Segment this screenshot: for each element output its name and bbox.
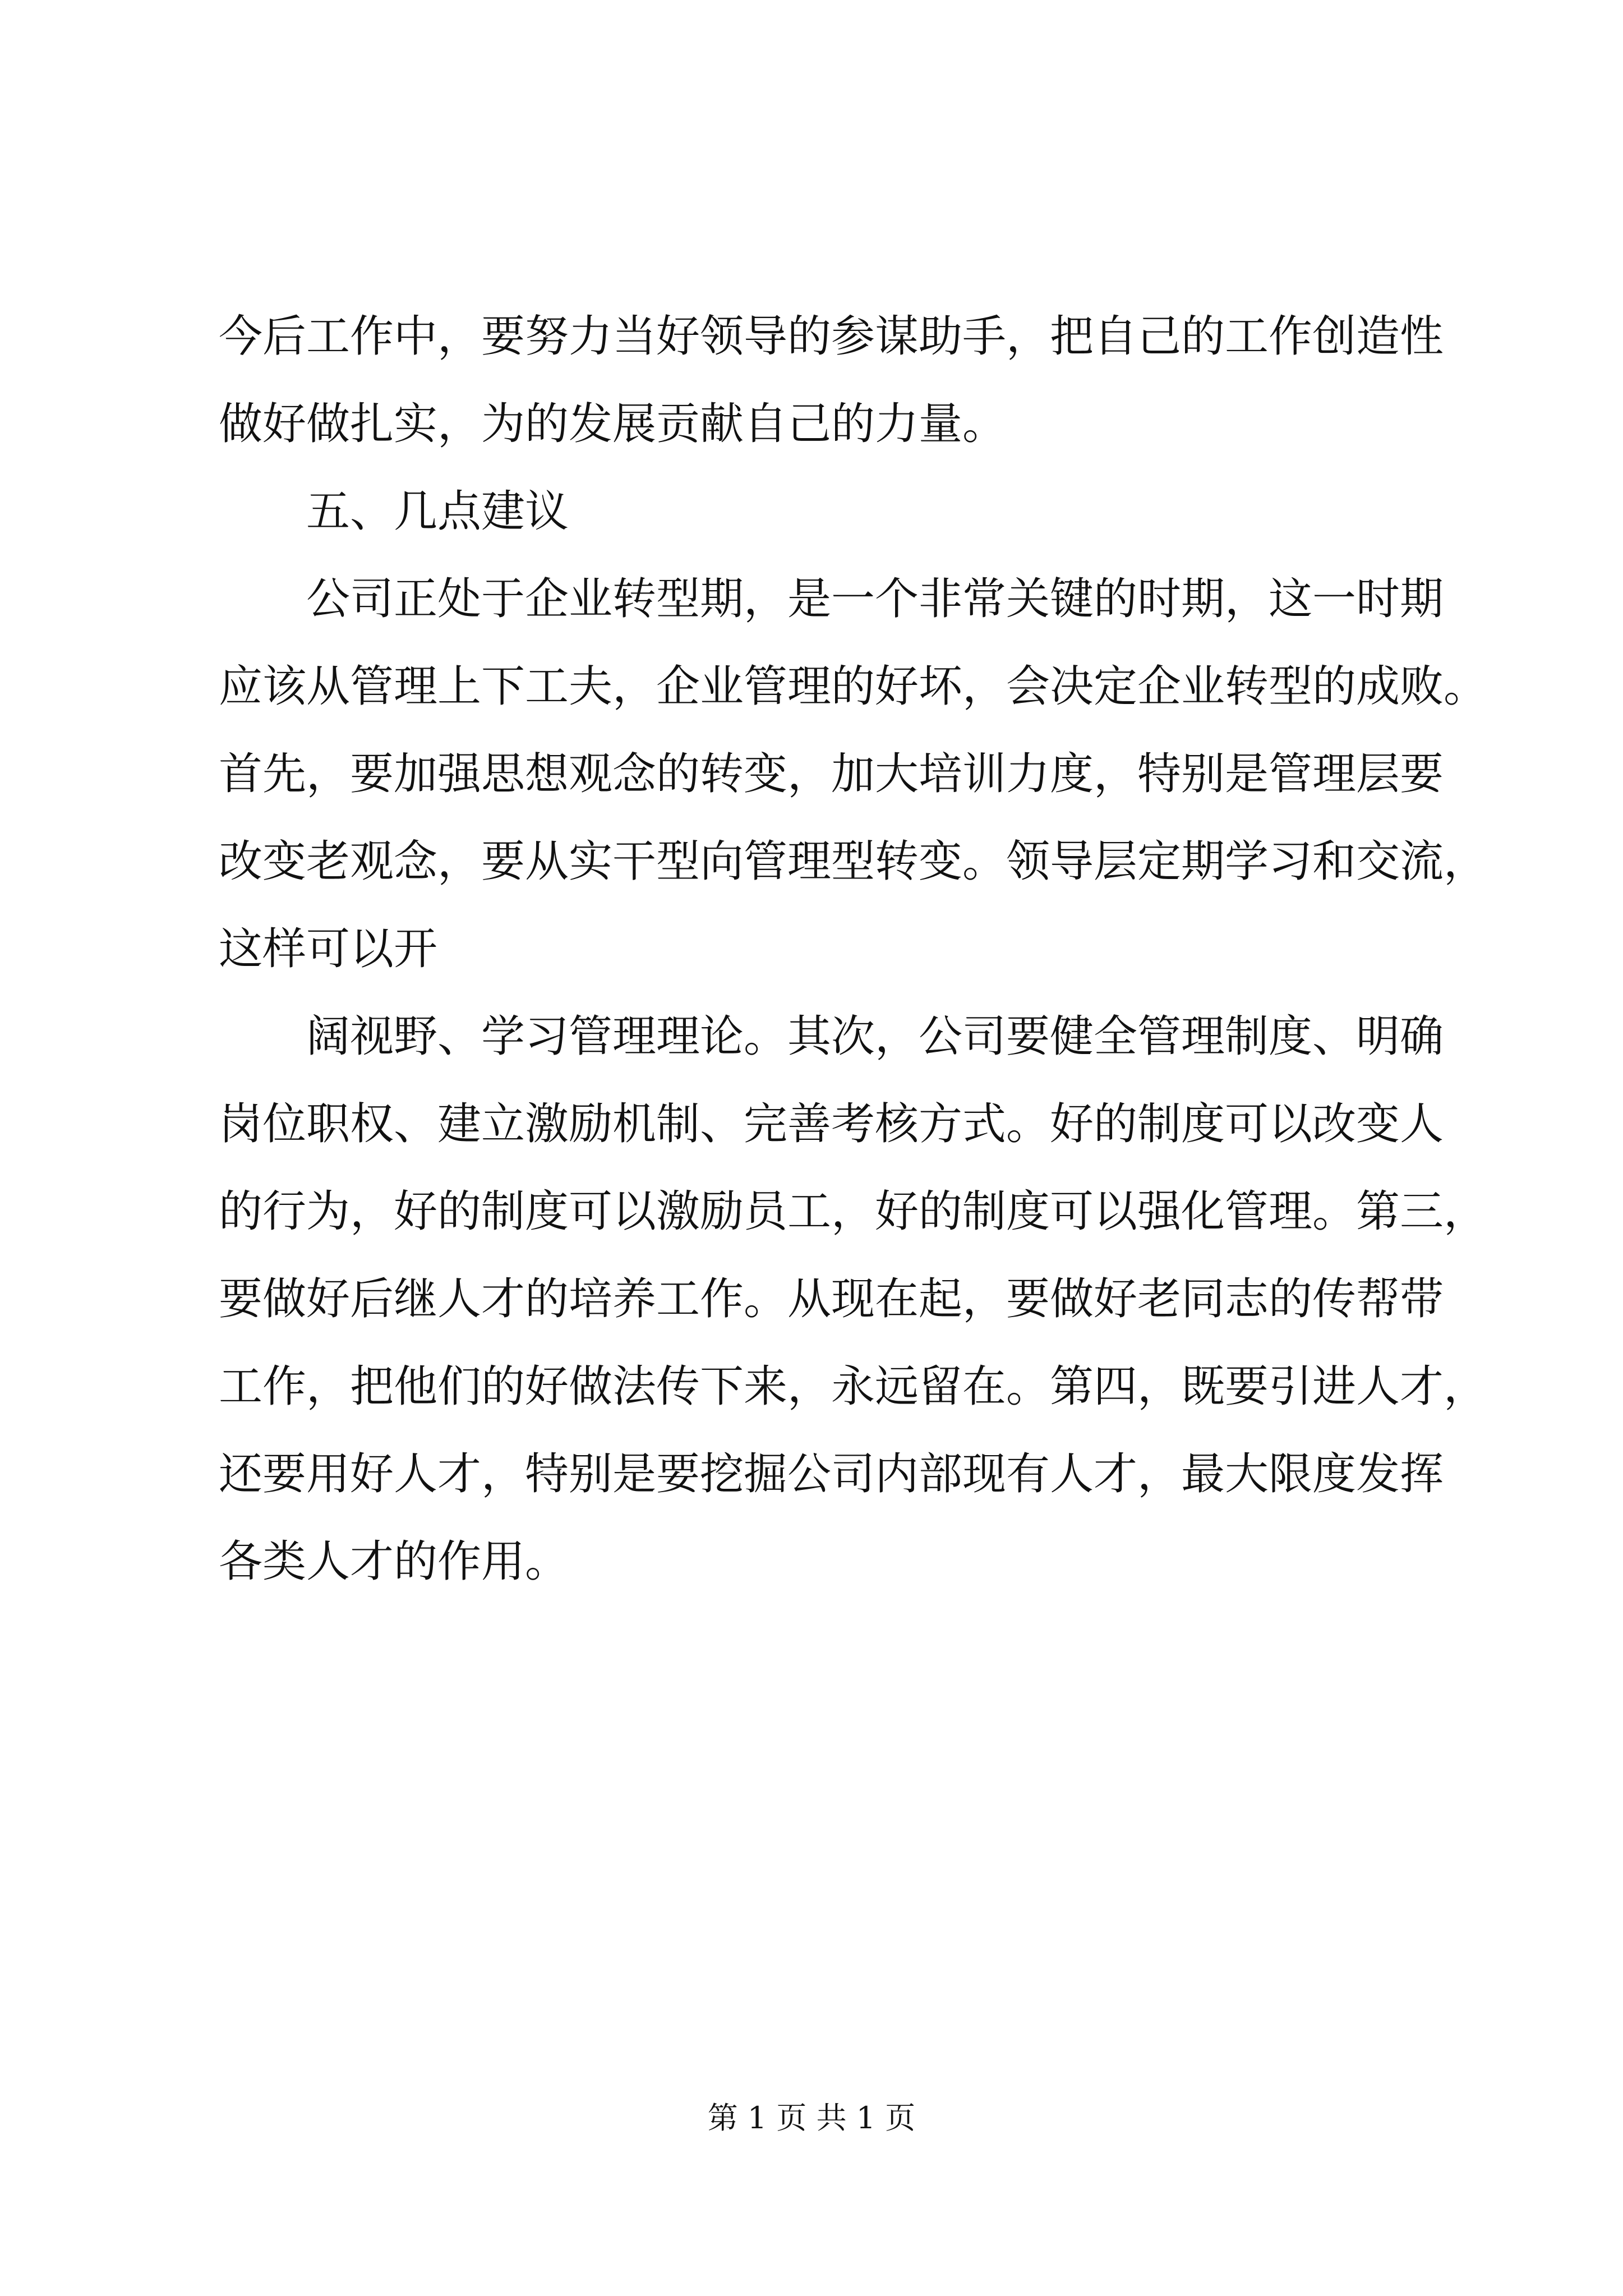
text-line: 阔视野、学习管理理论。其次，公司要健全管理制度、明确 <box>306 1011 1444 1062</box>
text-line: 要做好后继人才的培养工作。从现在起，要做好老同志的传帮带 <box>219 1274 1444 1324</box>
text-line: 应该从管理上下工夫，企业管理的好坏，会决定企业转型的成败。 <box>219 661 1488 712</box>
text-line: 公司正处于企业转型期，是一个非常关键的时期，这一时期 <box>306 574 1444 624</box>
text-line: 各类人才的作用。 <box>219 1536 569 1587</box>
text-line: 这样可以开 <box>219 924 438 974</box>
page-number-footer: 第 1 页 共 1 页 <box>707 2100 916 2136</box>
text-line: 做好做扎实，为的发展贡献自己的力量。 <box>219 399 1007 449</box>
section-heading: 五、几点建议 <box>306 486 569 537</box>
text-line: 首先，要加强思想观念的转变，加大培训力度，特别是管理层要 <box>219 749 1444 799</box>
text-line: 岗位职权、建立激励机制、完善考核方式。好的制度可以改变人 <box>219 1099 1444 1149</box>
text-line: 还要用好人才，特别是要挖掘公司内部现有人才，最大限度发挥 <box>219 1449 1444 1499</box>
text-line: 改变老观念，要从实干型向管理型转变。领导层定期学习和交流， <box>219 836 1488 887</box>
text-line: 的行为，好的制度可以激励员工，好的制度可以强化管理。第三， <box>219 1186 1488 1237</box>
text-line: 工作，把他们的好做法传下来，永远留在。第四，既要引进人才， <box>219 1361 1488 1412</box>
body-text <box>219 293 1488 1605</box>
text-line: 今后工作中，要努力当好领导的参谋助手，把自己的工作创造性 <box>219 311 1444 362</box>
